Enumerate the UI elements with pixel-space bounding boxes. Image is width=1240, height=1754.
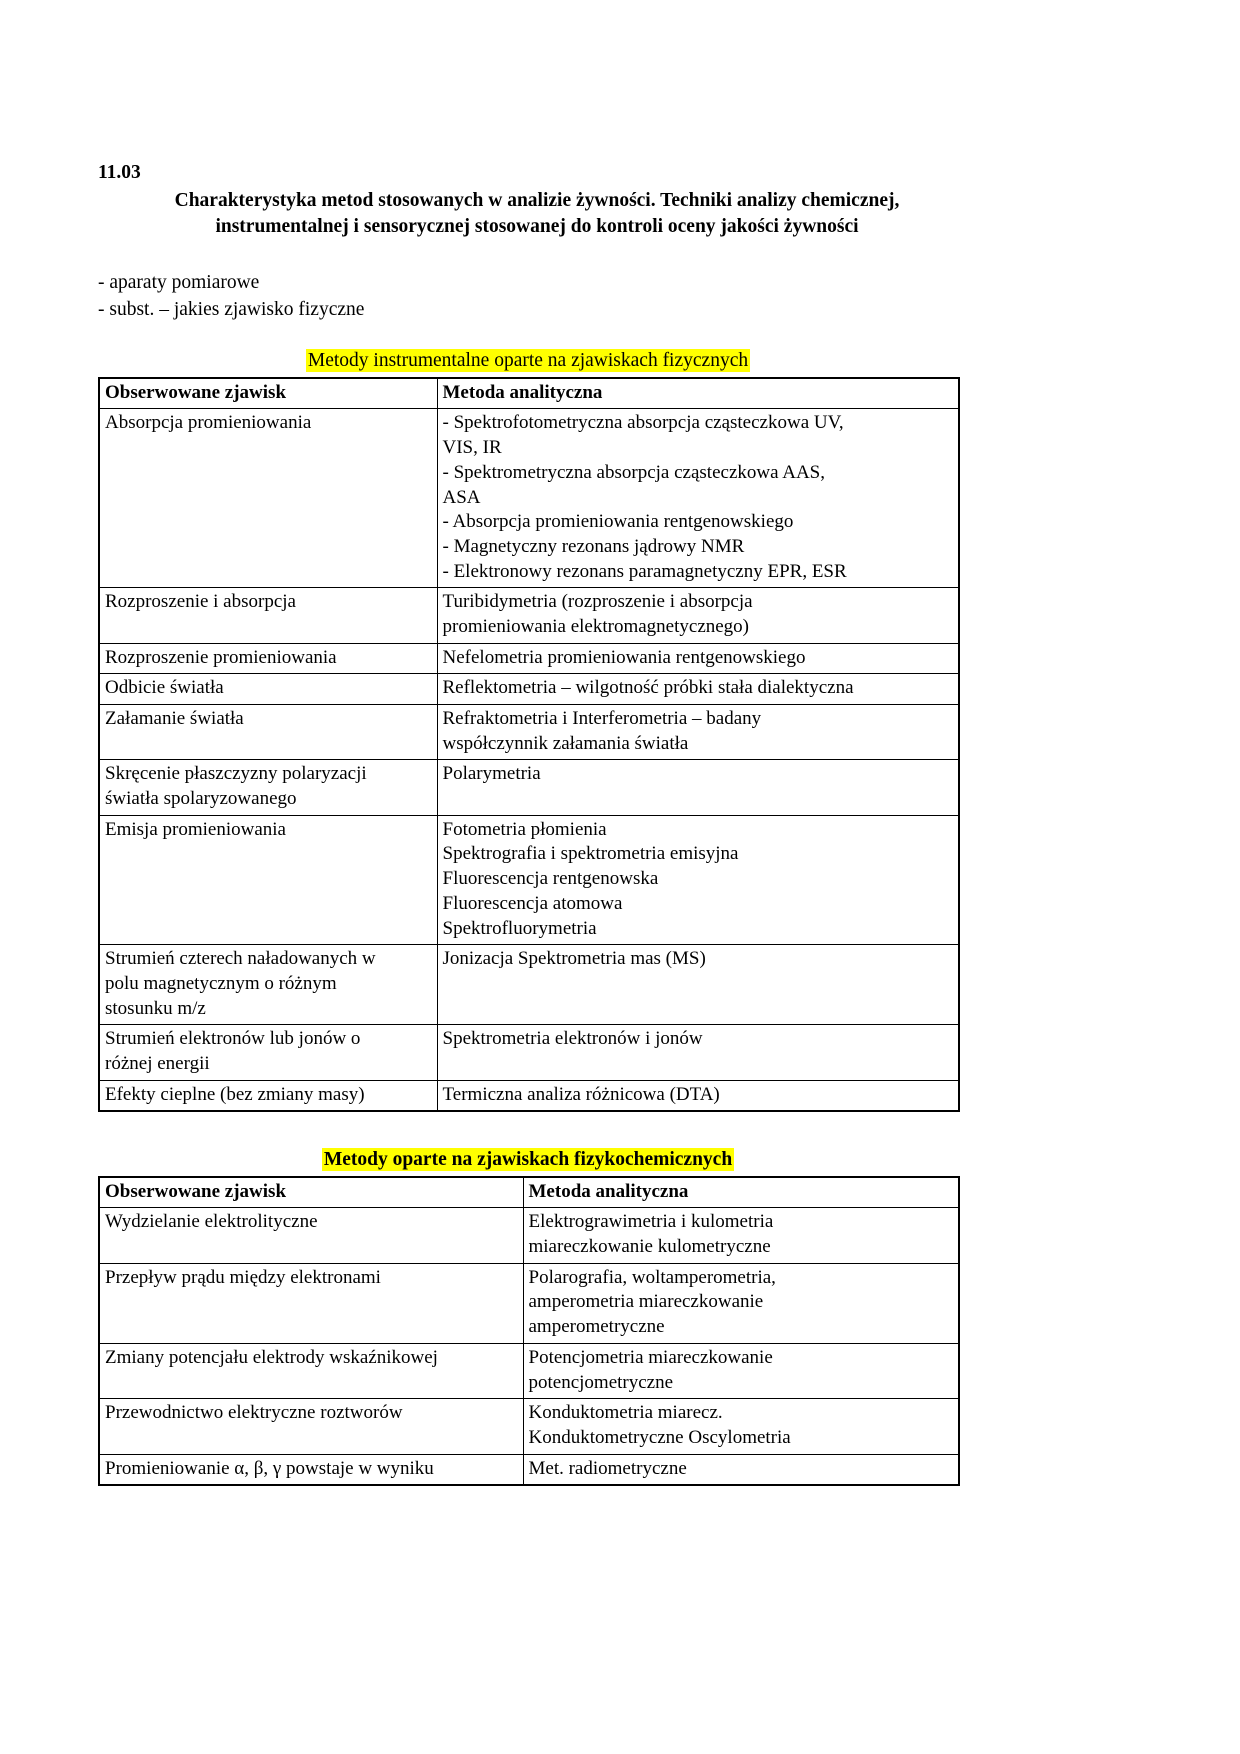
cell-line: różnej energii	[105, 1052, 210, 1074]
table-instrumental-methods	[98, 377, 960, 1113]
cell-line: Spektrografia i spektrometria emisyjna	[442, 843, 739, 865]
column-header-phenomenon: Obserwowane zjawisk	[99, 1177, 523, 1208]
cell-phenomenon	[99, 1263, 523, 1343]
note-item: - subst. – jakies zjawisko fizyczne	[98, 298, 365, 320]
cell-line: Konduktometryczne Oscylometria	[528, 1426, 791, 1448]
cell-method	[437, 760, 959, 815]
section-1-title	[98, 349, 958, 372]
cell-line: Fluorescencja atomowa	[442, 892, 623, 914]
column-header-method: Metoda analityczna	[523, 1177, 959, 1208]
cell-line: Met. radiometryczne	[528, 1457, 687, 1479]
cell-line: Promieniowanie α, β, γ powstaje w wyniku	[105, 1457, 434, 1479]
table-row	[99, 1208, 959, 1263]
cell-line: Skręcenie płaszczyzny polaryzacji	[105, 763, 367, 785]
table-row	[99, 1399, 959, 1454]
cell-method	[437, 409, 959, 588]
table-body	[99, 1208, 959, 1485]
cell-line: Zmiany potencjału elektrody wskaźnikowej	[105, 1346, 438, 1368]
cell-phenomenon	[99, 1025, 437, 1080]
table-row	[99, 945, 959, 1025]
cell-phenomenon	[99, 1454, 523, 1485]
cell-method	[437, 1025, 959, 1080]
table-row	[99, 409, 959, 588]
cell-method	[437, 815, 959, 944]
cell-method	[523, 1263, 959, 1343]
cell-line: Załamanie światła	[105, 708, 244, 730]
cell-line: współczynnik załamania światła	[442, 732, 689, 754]
table-header-row	[99, 378, 959, 409]
cell-method	[523, 1454, 959, 1485]
cell-line: Rozproszenie i absorpcja	[105, 591, 296, 613]
column-header-phenomenon: Obserwowane zjawisk	[99, 378, 437, 409]
cell-line: Przepływ prądu między elektronami	[105, 1266, 381, 1288]
table-row	[99, 674, 959, 705]
cell-line: Termiczna analiza różnicowa (DTA)	[442, 1083, 720, 1105]
cell-method	[523, 1208, 959, 1263]
cell-phenomenon	[99, 409, 437, 588]
cell-line: Odbicie światła	[105, 677, 224, 699]
cell-phenomenon	[99, 1080, 437, 1111]
table-row	[99, 705, 959, 760]
document-content	[98, 160, 958, 1486]
cell-line: Spektrometria elektronów i jonów	[442, 1028, 703, 1050]
cell-method	[437, 588, 959, 643]
cell-line: VIS, IR	[442, 437, 502, 459]
cell-method	[437, 945, 959, 1025]
cell-phenomenon	[99, 815, 437, 944]
cell-line: Fotometria płomienia	[442, 818, 607, 840]
cell-line: polu magnetycznym o różnym	[105, 972, 337, 994]
column-header-method: Metoda analityczna	[437, 378, 959, 409]
cell-line: miareczkowanie kulometryczne	[528, 1236, 771, 1258]
cell-line: Emisja promieniowania	[105, 818, 286, 840]
cell-phenomenon	[99, 1399, 523, 1454]
cell-method	[523, 1343, 959, 1398]
section-1-title-text: Metody instrumentalne oparte na zjawiskach fizycznych	[307, 350, 749, 372]
table-row	[99, 760, 959, 815]
cell-line: amperometria miareczkowanie	[528, 1291, 764, 1313]
table-gap	[98, 1112, 958, 1122]
cell-phenomenon	[99, 674, 437, 705]
cell-line: Potencjometria miareczkowanie	[528, 1346, 773, 1368]
cell-line: Nefelometria promieniowania rentgenowskiego	[442, 646, 806, 668]
cell-line: - Magnetyczny rezonans jądrowy NMR	[442, 535, 745, 557]
cell-line: Polarografia, woltamperometria,	[528, 1266, 776, 1288]
cell-line: Strumień elektronów lub jonów o	[105, 1028, 361, 1050]
cell-line: Polarymetria	[442, 763, 541, 785]
table-row	[99, 1263, 959, 1343]
cell-line: Elektrograwimetria i kulometria	[528, 1211, 774, 1233]
document-date: 11.03	[98, 162, 141, 183]
cell-line: - Spektrometryczna absorpcja cząsteczkowa AAS,	[442, 461, 825, 483]
cell-line: ASA	[442, 486, 481, 508]
cell-line: światła spolaryzowanego	[105, 788, 297, 810]
cell-line: Fluorescencja rentgenowska	[442, 868, 659, 890]
cell-method	[437, 643, 959, 674]
cell-phenomenon	[99, 1343, 523, 1398]
cell-line: Rozproszenie promieniowania	[105, 646, 337, 668]
table-row	[99, 1343, 959, 1398]
cell-line: Przewodnictwo elektryczne roztworów	[105, 1402, 403, 1424]
section-2-title	[98, 1148, 958, 1171]
notes-list	[98, 270, 958, 323]
cell-line: Jonizacja Spektrometria mas (MS)	[442, 948, 706, 970]
cell-line: stosunku m/z	[105, 997, 206, 1019]
cell-line: Konduktometria miarecz.	[528, 1402, 723, 1424]
section-2-title-text: Metody oparte na zjawiskach fizykochemicznych	[323, 1149, 733, 1171]
cell-line: Spektrofluorymetria	[442, 917, 597, 939]
cell-phenomenon	[99, 643, 437, 674]
note-item: - aparaty pomiarowe	[98, 272, 260, 294]
cell-line: potencjometryczne	[528, 1371, 674, 1393]
cell-line: Turibidymetria (rozproszenie i absorpcja	[442, 591, 753, 613]
cell-method	[437, 674, 959, 705]
cell-line: promieniowania elektromagnetycznego)	[442, 615, 750, 637]
cell-phenomenon	[99, 1208, 523, 1263]
cell-line: - Spektrofotometryczna absorpcja cząsteczkowa UV,	[442, 412, 844, 434]
table-physicochemical-methods	[98, 1176, 960, 1487]
cell-phenomenon	[99, 760, 437, 815]
cell-phenomenon	[99, 945, 437, 1025]
table-row	[99, 1454, 959, 1485]
table-row	[99, 1080, 959, 1111]
cell-method	[437, 1080, 959, 1111]
cell-method	[523, 1399, 959, 1454]
table-row	[99, 588, 959, 643]
table-row	[99, 815, 959, 944]
table-body	[99, 409, 959, 1111]
cell-line: Efekty cieplne (bez zmiany masy)	[105, 1083, 365, 1105]
cell-phenomenon	[99, 588, 437, 643]
document-title-line-1: Charakterystyka metod stosowanych w analizie żywności. Techniki analizy chemicznej,	[174, 189, 900, 211]
cell-method	[437, 705, 959, 760]
document-title-line-2: instrumentalnej i sensorycznej stosowanej do kontroli oceny jakości żywności	[215, 216, 859, 238]
document-title	[98, 188, 958, 241]
cell-line: Refraktometria i Interferometria – badany	[442, 708, 762, 730]
cell-line: - Absorpcja promieniowania rentgenowskiego	[442, 511, 794, 533]
cell-line: Wydzielanie elektrolityczne	[105, 1211, 318, 1233]
table-row	[99, 643, 959, 674]
cell-phenomenon	[99, 705, 437, 760]
cell-line: Reflektometria – wilgotność próbki stała dialektyczna	[442, 677, 854, 699]
table-header-row	[99, 1177, 959, 1208]
cell-line: amperometryczne	[528, 1316, 665, 1338]
cell-line: - Elektronowy rezonans paramagnetyczny EPR, ESR	[442, 560, 847, 582]
cell-line: Absorpcja promieniowania	[105, 412, 312, 434]
cell-line: Strumień czterech naładowanych w	[105, 948, 376, 970]
table-row	[99, 1025, 959, 1080]
